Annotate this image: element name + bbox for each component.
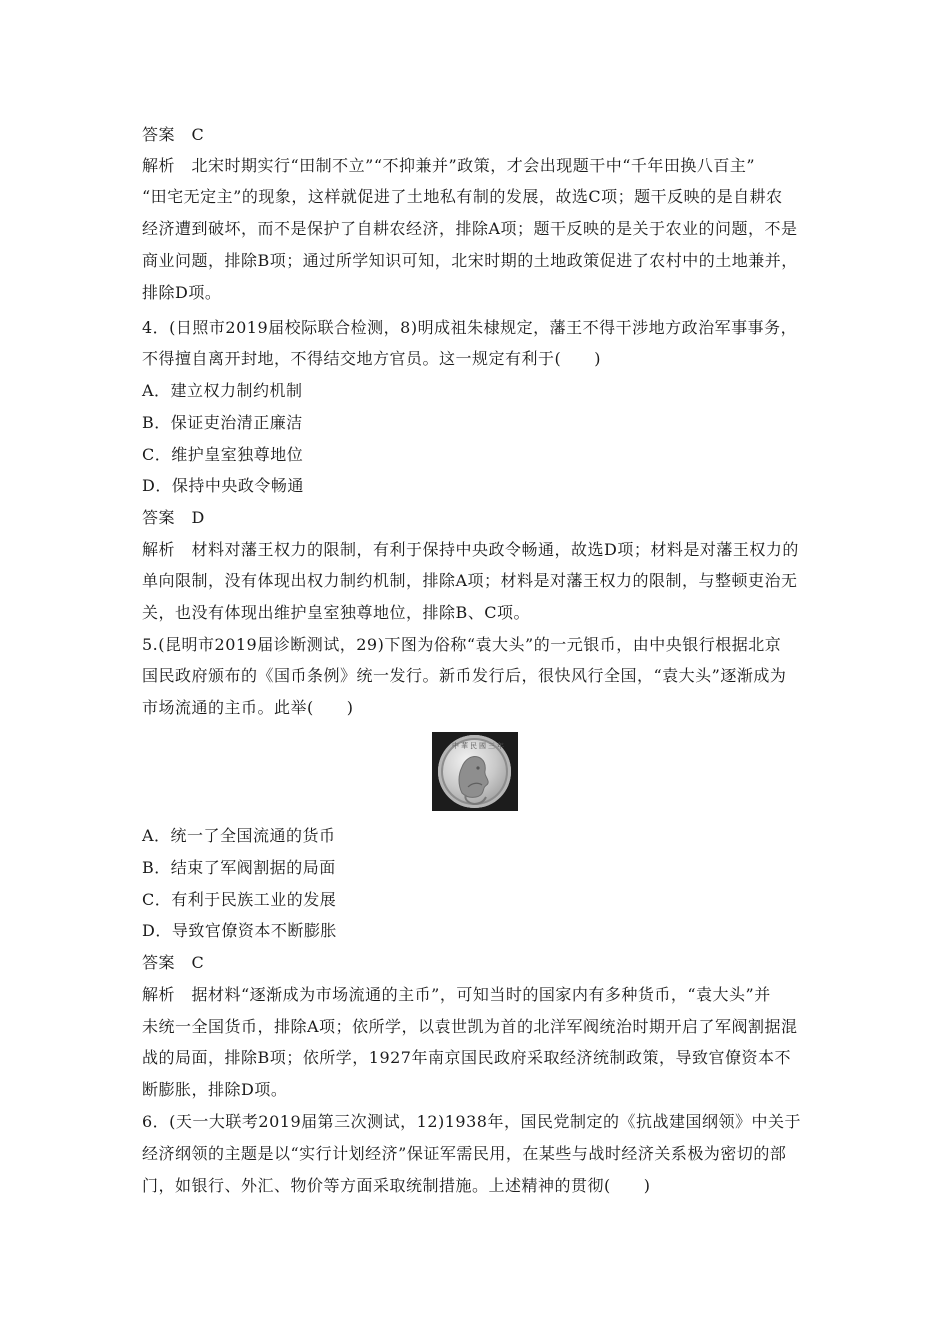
analysis-3-line-2: “田宅无定主”的现象，这样就促进了土地私有制的发展，故选C项；题干反映的是自耕农 — [142, 187, 783, 206]
question-4-stem-line-1: 4．(日照市2019届校际联合检测，8)明成祖朱棣规定，藩王不得干涉地方政治军事事务， — [142, 318, 798, 337]
question-5-stem-line-2: 国民政府颁布的《国币条例》统一发行。新币发行后，很快风行全国，“袁大头”逐渐成为 — [142, 666, 787, 685]
question-4-option-d: D．保持中央政令畅通 — [142, 476, 304, 495]
question-6-stem-line-2: 经济纲领的主题是以“实行计划经济”保证军需民用，在某些与战时经济关系极为密切的部 — [142, 1144, 787, 1163]
analysis-3-line-5: 排除D项。 — [142, 283, 222, 302]
silver-coin — [438, 735, 511, 808]
analysis-3-line-4: 商业问题，排除B项；通过所学知识可知，北宋时期的土地政策促进了农村中的土地兼并， — [142, 251, 798, 270]
question-4-option-a: A．建立权力制约机制 — [142, 381, 303, 400]
question-6-stem-line-3: 门，如银行、外汇、物价等方面采取统制措施。上述精神的贯彻( ) — [142, 1176, 651, 1195]
analysis-4-line-1: 解析 材料对藩王权力的限制，有利于保持中央政令畅通，故选D项；材料是对藩王权力的 — [142, 540, 799, 559]
question-5-option-d: D．导致官僚资本不断膨胀 — [142, 921, 337, 940]
analysis-5-line-1: 解析 据材料“逐渐成为市场流通的主币”，可知当时的国家内有多种货币，“袁大头”并 — [142, 985, 771, 1004]
analysis-4-line-2: 单向限制，没有体现出权力制约机制，排除A项；材料是对藩王权力的限制，与整顿吏治无 — [142, 571, 798, 590]
answer-5: 答案 C — [142, 953, 205, 972]
question-4-option-b: B．保证吏治清正廉洁 — [142, 413, 303, 432]
analysis-3-line-3: 经济遭到破坏，而不是保护了自耕农经济，排除A项；题干反映的是关于农业的问题，不是 — [142, 219, 798, 238]
answer-3: 答案 C — [142, 125, 205, 144]
question-5-stem-line-3: 市场流通的主币。此举( ) — [142, 698, 354, 717]
coin-legend: 中華民國三年 — [452, 742, 506, 750]
analysis-5-line-3: 战的局面，排除B项；依所学，1927年南京国民政府采取经济统制政策，导致官僚资本不 — [142, 1048, 791, 1067]
analysis-5-line-2: 未统一全国货币，排除A项；依所学，以袁世凯为首的北洋军阀统治时期开启了军阀割据混 — [142, 1017, 798, 1036]
question-5-stem-line-1: 5.(昆明市2019届诊断测试，29)下图为俗称“袁大头”的一元银币，由中央银行根据北京 — [142, 635, 782, 654]
question-4-option-c: C．维护皇室独尊地位 — [142, 445, 304, 464]
question-5-option-c: C．有利于民族工业的发展 — [142, 890, 337, 909]
question-4-stem-line-2: 不得擅自离开封地，不得结交地方官员。这一规定有利于( ) — [142, 349, 601, 368]
analysis-3-line-1: 解析 北宋时期实行“田制不立”“不抑兼并”政策，才会出现题干中“千年田换八百主” — [142, 156, 756, 175]
answer-4: 答案 D — [142, 508, 205, 527]
analysis-5-line-4: 断膨胀，排除D项。 — [142, 1080, 288, 1099]
yuan-datou-coin-image — [432, 732, 518, 811]
analysis-4-line-3: 关，也没有体现出维护皇室独尊地位，排除B、C项。 — [142, 603, 531, 622]
question-5-option-b: B．结束了军阀割据的局面 — [142, 858, 336, 877]
question-5-option-a: A．统一了全国流通的货币 — [142, 826, 336, 845]
question-6-stem-line-1: 6．(天一大联考2019届第三次测试，12)1938年，国民党制定的《抗战建国纲领》中关于 — [142, 1112, 801, 1131]
